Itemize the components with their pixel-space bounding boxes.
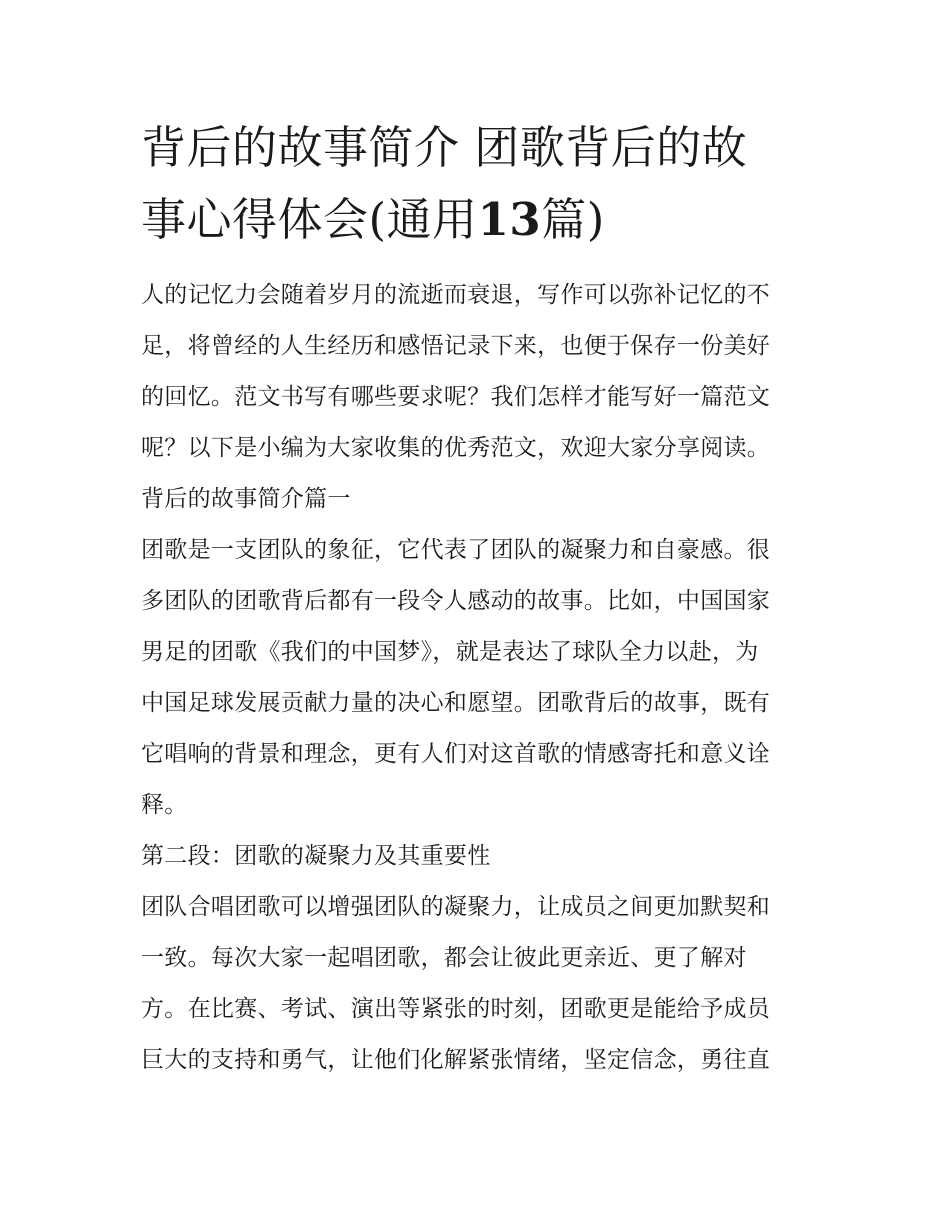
text-line: 第二段：团歌的凝聚力及其重要性 — [141, 843, 491, 869]
text-line: 团歌是一支团队的象征，它代表了团队的凝聚力和自豪感。很 — [141, 537, 771, 563]
intro-paragraph — [141, 270, 816, 474]
title-line-2-text: 事心得体会(通用 — [141, 193, 478, 246]
text-line: 背后的故事简介篇一 — [141, 486, 351, 512]
title-line-1: 背后的故事简介 团歌背后的故 — [141, 121, 748, 174]
title-article-count: 13 — [477, 193, 542, 246]
text-line: 呢？以下是小编为大家收集的优秀范文，欢迎大家分享阅读。 — [141, 435, 771, 461]
section-heading-1 — [141, 474, 816, 525]
text-line: 中国足球发展贡献力量的决心和愿望。团歌背后的故事，既有 — [141, 690, 771, 716]
text-line: 它唱响的背景和理念，更有人们对这首歌的情感寄托和意义诠 — [141, 741, 771, 767]
text-line: 巨大的支持和勇气，让他们化解紧张情绪，坚定信念，勇往直 — [141, 1047, 771, 1073]
text-line: 的回忆。范文书写有哪些要求呢？我们怎样才能写好一篇范文 — [141, 384, 771, 410]
body-paragraph-2 — [141, 882, 816, 1086]
text-line: 多团队的团歌背后都有一段令人感动的故事。比如，中国国家 — [141, 588, 771, 614]
text-line: 团队合唱团歌可以增强团队的凝聚力，让成员之间更加默契和 — [141, 894, 771, 920]
section-heading-2 — [141, 831, 816, 882]
text-line: 一致。每次大家一起唱团歌，都会让彼此更亲近、更了解对 — [141, 945, 747, 971]
text-line: 释。 — [141, 792, 188, 818]
document-title — [141, 112, 816, 256]
text-line: 人的记忆力会随着岁月的流逝而衰退，写作可以弥补记忆的不 — [141, 282, 771, 308]
text-line: 足，将曾经的人生经历和感悟记录下来，也便于保存一份美好 — [141, 333, 771, 359]
document-content — [141, 112, 816, 1086]
body-paragraph-1 — [141, 525, 816, 831]
text-line: 男足的团歌《我们的中国梦》，就是表达了球队全力以赴，为 — [141, 639, 759, 665]
title-line-2-suffix: 篇) — [541, 193, 605, 246]
title-line-2 — [141, 184, 816, 256]
text-line: 方。在比赛、考试、演出等紧张的时刻，团歌更是能给予成员 — [141, 996, 771, 1022]
